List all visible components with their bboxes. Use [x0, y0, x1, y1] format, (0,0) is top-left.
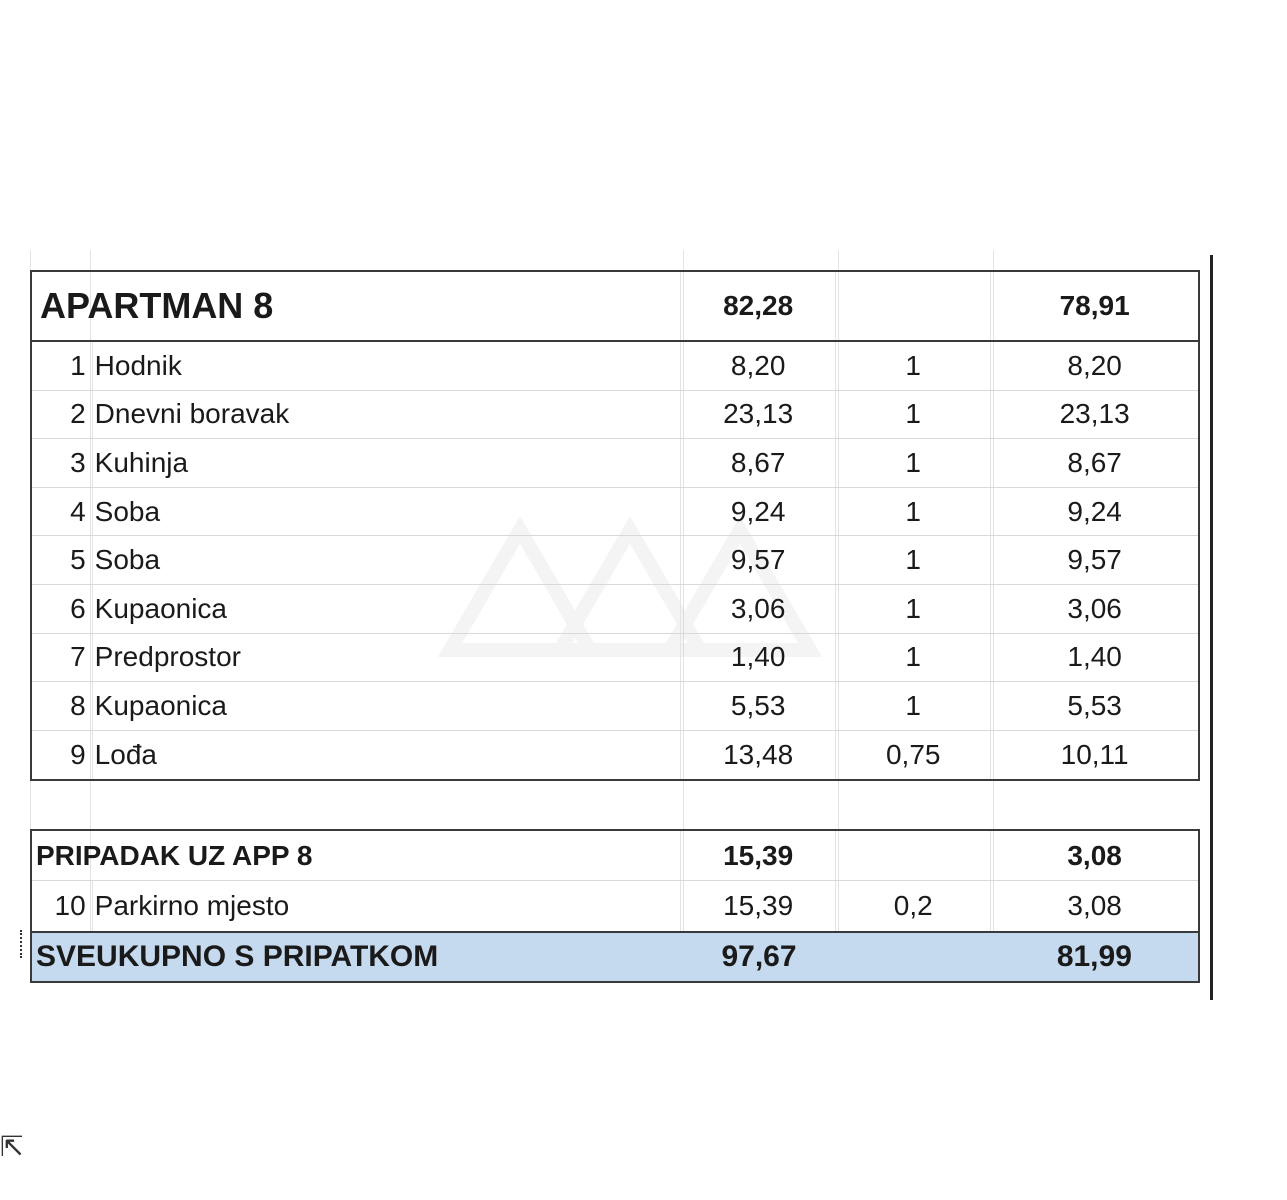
room-coef: 1: [835, 585, 990, 633]
room-number: 9: [70, 739, 86, 771]
table-row: [32, 536, 1198, 585]
room-coef: 1: [835, 342, 990, 390]
appurtenance-area: 15,39: [680, 831, 835, 880]
room-name: Predprostor: [92, 634, 680, 682]
room-name: Dnevni boravak: [92, 391, 680, 439]
room-weighted-area: 3,08: [990, 881, 1198, 931]
table-row: [32, 342, 1198, 391]
apartment-coef: [835, 272, 990, 340]
room-weighted-area: 10,11: [990, 731, 1198, 780]
room-coef: 1: [835, 391, 990, 439]
room-name: Parkirno mjesto: [92, 881, 680, 931]
room-coef: 1: [835, 536, 990, 584]
appurtenance-weighted-area: 3,08: [990, 831, 1198, 880]
room-name: Kupaonica: [92, 682, 680, 730]
grand-total-area: 97,67: [721, 940, 797, 974]
table-row: [32, 488, 1198, 537]
room-coef: 0,2: [835, 881, 990, 931]
room-number: 2: [70, 398, 86, 430]
room-area: 5,53: [680, 682, 835, 730]
room-weighted-area: 1,40: [990, 634, 1198, 682]
room-number: 10: [54, 890, 86, 922]
room-weighted-area: 3,06: [990, 585, 1198, 633]
apartment-title: APARTMAN 8: [40, 285, 274, 326]
room-number: 4: [70, 495, 86, 527]
room-name: Kuhinja: [92, 439, 680, 487]
area-table: [30, 270, 1200, 983]
appurtenance-title: PRIPADAK UZ APP 8: [36, 839, 313, 871]
appurtenance-block: [30, 829, 1200, 931]
room-number: 6: [70, 592, 86, 624]
room-area: 8,67: [680, 439, 835, 487]
apartment-block: [30, 270, 1200, 781]
room-weighted-area: 5,53: [990, 682, 1198, 730]
room-name: Soba: [92, 536, 680, 584]
table-row: [32, 439, 1198, 488]
table-row: [32, 682, 1198, 731]
row-marker: [20, 930, 28, 958]
room-area: 13,48: [680, 731, 835, 780]
room-number: 7: [70, 641, 86, 673]
grand-total-weighted-area: 81,99: [1056, 940, 1132, 974]
room-coef: 1: [835, 488, 990, 536]
room-area: 23,13: [680, 391, 835, 439]
appurtenance-coef: [835, 831, 990, 880]
grand-total-title: SVEUKUPNO S PRIPATKOM: [36, 940, 439, 974]
room-number: 8: [70, 689, 86, 721]
room-area: 15,39: [680, 881, 835, 931]
grand-total-coef: [836, 933, 990, 981]
room-weighted-area: 8,67: [990, 439, 1198, 487]
room-area: 9,24: [680, 488, 835, 536]
appurtenance-header-row: [32, 831, 1198, 881]
grand-total-row: [32, 933, 1198, 981]
page-edge-line: [1210, 255, 1213, 1000]
grand-total-block: [30, 931, 1200, 983]
room-area: 8,20: [680, 342, 835, 390]
resize-cursor-icon: ⇱: [0, 1131, 24, 1162]
room-area: 3,06: [680, 585, 835, 633]
room-number: 3: [70, 446, 86, 478]
room-weighted-area: 9,24: [990, 488, 1198, 536]
room-coef: 1: [835, 634, 990, 682]
room-area: 9,57: [680, 536, 835, 584]
room-weighted-area: 9,57: [990, 536, 1198, 584]
room-coef: 1: [835, 439, 990, 487]
room-name: Lođa: [92, 731, 680, 780]
apartment-header-row: [32, 272, 1198, 342]
table-row: [32, 585, 1198, 634]
table-row: [32, 634, 1198, 683]
table-row: [32, 881, 1198, 931]
room-coef: 1: [835, 682, 990, 730]
apartment-weighted-area: 78,91: [990, 272, 1198, 340]
room-number: 1: [70, 349, 86, 381]
room-coef: 0,75: [835, 731, 990, 780]
room-weighted-area: 23,13: [990, 391, 1198, 439]
room-weighted-area: 8,20: [990, 342, 1198, 390]
table-row: [32, 731, 1198, 780]
room-area: 1,40: [680, 634, 835, 682]
empty-row: [30, 781, 1200, 829]
table-row: [32, 391, 1198, 440]
room-name: Hodnik: [92, 342, 680, 390]
apartment-area: 82,28: [680, 272, 835, 340]
room-name: Soba: [92, 488, 680, 536]
room-number: 5: [70, 544, 86, 576]
room-name: Kupaonica: [92, 585, 680, 633]
